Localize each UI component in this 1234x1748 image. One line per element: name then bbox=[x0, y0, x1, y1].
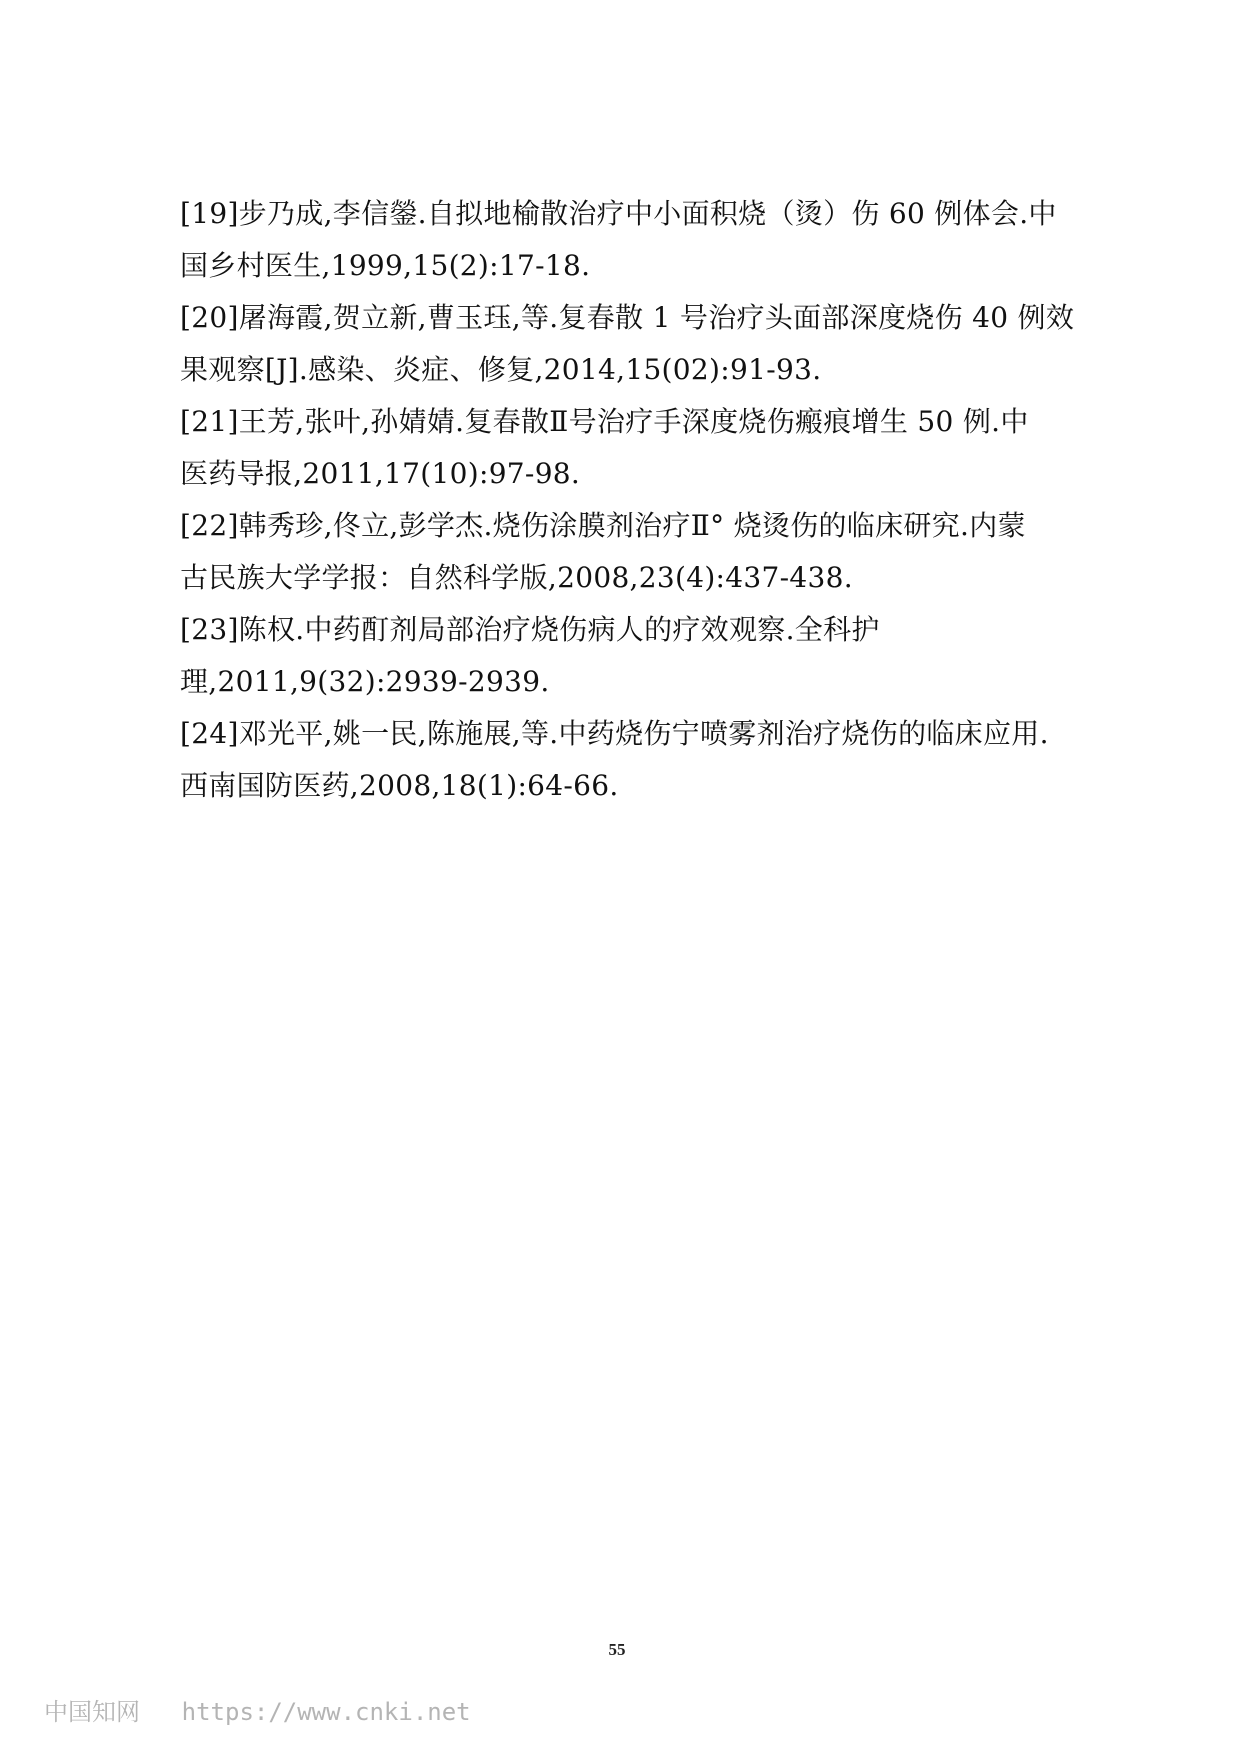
reference-21-line-2: 医药导报,2011,17(10):97-98. bbox=[180, 457, 581, 490]
reference-22-line-2: 古民族大学学报：自然科学版,2008,23(4):437-438. bbox=[180, 561, 853, 594]
reference-23-line-1: [23]陈权.中药酊剂局部治疗烧伤病人的疗效观察.全科护 bbox=[180, 613, 880, 646]
reference-list bbox=[180, 188, 1100, 812]
reference-19-line-1: [19]步乃成,李信鎣.自拟地榆散治疗中小面积烧（烫）伤 60 例体会.中 bbox=[180, 197, 1057, 230]
footer-site-name: 中国知网 bbox=[44, 1698, 140, 1726]
reference-19-line-2: 国乡村医生,1999,15(2):17-18. bbox=[180, 249, 591, 282]
reference-20-line-2: 果观察[J].感染、炎症、修复,2014,15(02):91-93. bbox=[180, 353, 822, 386]
reference-24-line-2: 西南国防医药,2008,18(1):64-66. bbox=[180, 769, 619, 802]
footer-watermark bbox=[44, 1692, 471, 1727]
reference-22-line-1: [22]韩秀珍,佟立,彭学杰.烧伤涂膜剂治疗Ⅱ° 烧烫伤的临床研究.内蒙 bbox=[180, 509, 1026, 542]
footer-site-url: https://www.cnki.net bbox=[181, 1698, 471, 1726]
reference-20-line-1: [20]屠海霞,贺立新,曹玉珏,等.复春散 1 号治疗头面部深度烧伤 40 例效 bbox=[180, 301, 1075, 334]
reference-21-line-1: [21]王芳,张叶,孙婧婧.复春散Ⅱ号治疗手深度烧伤瘢痕增生 50 例.中 bbox=[180, 405, 1029, 438]
reference-24-line-1: [24]邓光平,姚一民,陈施展,等.中药烧伤宁喷雾剂治疗烧伤的临床应用. bbox=[180, 717, 1049, 750]
page-number: 55 bbox=[608, 1640, 626, 1659]
reference-23-line-2: 理,2011,9(32):2939-2939. bbox=[180, 665, 550, 698]
